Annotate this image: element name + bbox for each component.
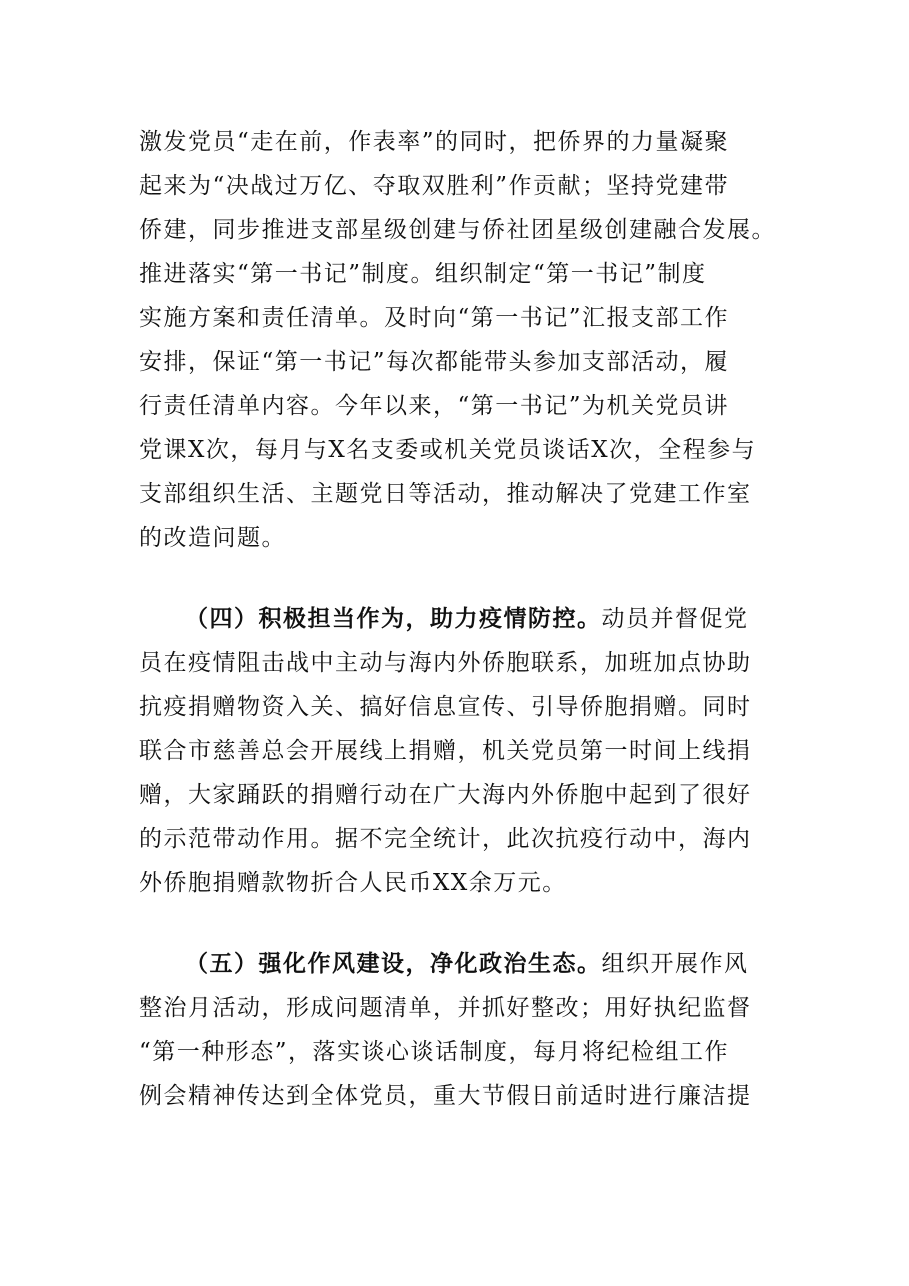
- text-line: 起来为“决战过万亿、夺取双胜利”作贡献；坚持党建带: [139, 173, 730, 199]
- paragraph-gap: [139, 560, 779, 597]
- text-line: 支部组织生活、主题党日等活动，推动解决了党建工作室: [139, 481, 752, 507]
- text-line: 联合市慈善总会开展线上捐赠，机关党员第一时间上线捐: [139, 738, 752, 764]
- text-line: 外侨胞捐赠款物折合人民币XX余万元。: [139, 870, 567, 896]
- section-five-first-line: [139, 942, 779, 986]
- document-body: [139, 120, 779, 1118]
- text-line: 的改造问题。: [139, 525, 286, 551]
- text-line: 赠，大家踊跃的捐赠行动在广大海内外侨胞中起到了很好: [139, 782, 752, 808]
- section-four-heading: （四）积极担当作为，助力疫情防控。: [185, 606, 602, 632]
- text-line: 党课X次，每月与X名支委或机关党员谈话X次，全程参与: [139, 437, 757, 463]
- text-line: 例会精神传达到全体党员，重大节假日前适时进行廉洁提: [139, 1083, 752, 1109]
- section-five-heading: （五）强化作风建设，净化政治生态。: [185, 951, 602, 977]
- text-line: 员在疫情阻击战中主动与海内外侨胞联系，加班加点协助: [139, 650, 752, 676]
- section-four: [139, 597, 779, 905]
- text-line: 整治月活动，形成问题清单，并抓好整改；用好执纪监督: [139, 995, 752, 1021]
- text-line: 激发党员“走在前，作表率”的同时，把侨界的力量凝聚: [139, 129, 730, 155]
- text-line: 抗疫捐赠物资入关、搞好信息宣传、引导侨胞捐赠。同时: [139, 694, 752, 720]
- text-line: 安排，保证“第一书记”每次都能带头参加支部活动，履: [139, 349, 730, 375]
- text-line: 侨建，同步推进支部星级创建与侨社团星级创建融合发展。: [139, 217, 776, 243]
- text-line: 推进落实“第一书记”制度。组织制定“第一书记”制度: [139, 261, 707, 287]
- text-line: 实施方案和责任清单。及时向“第一书记”汇报支部工作: [139, 305, 730, 331]
- section-four-first-line: [139, 597, 779, 641]
- text-line: “第一种形态”，落实谈心谈话制度，每月将纪检组工作: [139, 1039, 730, 1065]
- paragraph-intro: [139, 120, 779, 560]
- section-four-first-line-text: 动员并督促党: [601, 606, 749, 632]
- section-five: [139, 942, 779, 1118]
- text-line: 行责任清单内容。今年以来，“第一书记”为机关党员讲: [139, 393, 730, 419]
- section-five-first-line-text: 组织开展作风: [601, 951, 749, 977]
- text-line: 的示范带动作用。据不完全统计，此次抗疫行动中，海内: [139, 826, 752, 852]
- paragraph-gap: [139, 905, 779, 942]
